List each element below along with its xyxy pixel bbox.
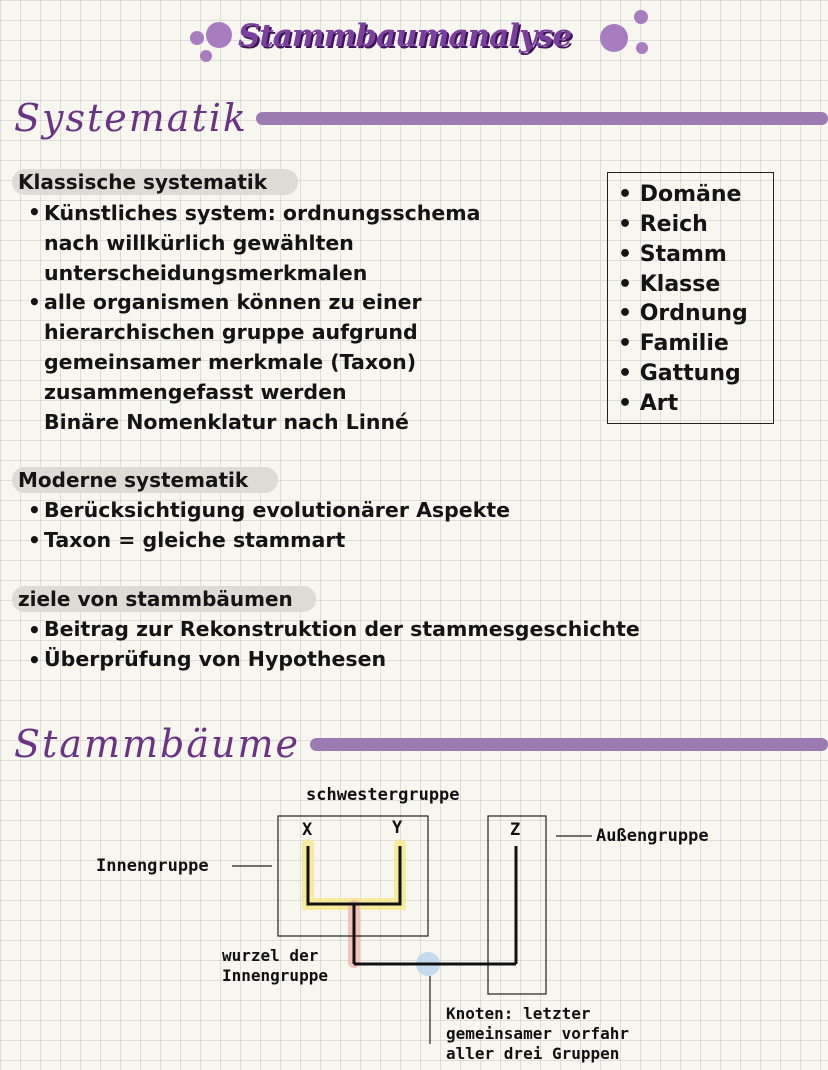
taxon-y-label: Y bbox=[392, 818, 403, 838]
bullet: • bbox=[28, 528, 41, 552]
klassisch-line: Binäre Nomenklatur nach Linné bbox=[44, 410, 409, 434]
taxon-z-label: Z bbox=[510, 820, 521, 840]
page-title: Stammbaumanalyse bbox=[238, 18, 572, 54]
klassisch-line: hierarchischen gruppe aufgrund bbox=[44, 320, 418, 344]
schwestergruppe-label: schwestergruppe bbox=[306, 785, 460, 805]
bullet: • bbox=[28, 648, 41, 672]
rank-item: • Gattung bbox=[618, 361, 741, 386]
klassisch-line: Künstliches system: ordnungsschema bbox=[44, 201, 481, 225]
wurzel-label-line: Innengruppe bbox=[222, 966, 328, 985]
innengruppe-label: Innengruppe bbox=[96, 856, 209, 876]
rank-label: Gattung bbox=[639, 361, 741, 386]
rank-label: Stamm bbox=[639, 242, 727, 267]
rank-item: • Ordnung bbox=[618, 301, 748, 326]
rank-item: • Reich bbox=[618, 212, 708, 237]
yellow-highlight bbox=[308, 845, 400, 904]
rank-label: Familie bbox=[639, 331, 729, 356]
bullet: • bbox=[28, 498, 41, 522]
modern-line: Berücksichtigung evolutionärer Aspekte bbox=[44, 498, 511, 522]
rank-label: Domäne bbox=[639, 182, 742, 207]
klassisch-line: nach willkürlich gewählten bbox=[44, 231, 354, 255]
knoten-label-line: Knoten: letzter bbox=[446, 1004, 591, 1023]
bullet: • bbox=[28, 200, 41, 224]
rank-item: • Art bbox=[618, 391, 679, 416]
klassisch-heading: Klassische systematik bbox=[18, 170, 268, 194]
bullet: • bbox=[28, 618, 41, 642]
knoten-label-line: gemeinsamer vorfahr bbox=[446, 1024, 630, 1043]
klassisch-line: alle organismen können zu einer bbox=[44, 290, 422, 314]
aussengruppe-label: Außengruppe bbox=[596, 826, 709, 846]
wurzel-label-line: wurzel der bbox=[222, 946, 319, 965]
rank-item: • Stamm bbox=[618, 242, 727, 267]
rank-item: • Familie bbox=[618, 331, 729, 356]
ziele-line: Beitrag zur Rekonstruktion der stammesgeschichte bbox=[44, 617, 640, 641]
ziele-heading: ziele von stammbäumen bbox=[18, 587, 293, 611]
bullet: • bbox=[28, 290, 41, 314]
klassisch-line: zusammengefasst werden bbox=[44, 380, 347, 404]
rank-label: Klasse bbox=[639, 272, 721, 297]
klassisch-line: unterscheidungsmerkmalen bbox=[44, 261, 368, 285]
modern-line: Taxon = gleiche stammart bbox=[44, 528, 346, 552]
rank-label: Reich bbox=[639, 212, 708, 237]
rank-label: Art bbox=[639, 391, 679, 416]
knoten-label-line: aller drei Gruppen bbox=[446, 1044, 620, 1063]
rank-item: • Domäne bbox=[618, 182, 742, 207]
ziele-line: Überprüfung von Hypothesen bbox=[44, 647, 387, 671]
section-title-systematik: Systematik bbox=[14, 96, 248, 140]
klassisch-line: gemeinsamer merkmale (Taxon) bbox=[44, 350, 417, 374]
section-title-stammbaeume: Stammbäume bbox=[14, 722, 300, 766]
taxon-x-label: X bbox=[302, 820, 313, 840]
tree-branch-xy bbox=[308, 846, 400, 904]
rank-item: • Klasse bbox=[618, 272, 721, 297]
rank-label: Ordnung bbox=[639, 301, 748, 326]
modern-heading: Moderne systematik bbox=[18, 468, 249, 492]
